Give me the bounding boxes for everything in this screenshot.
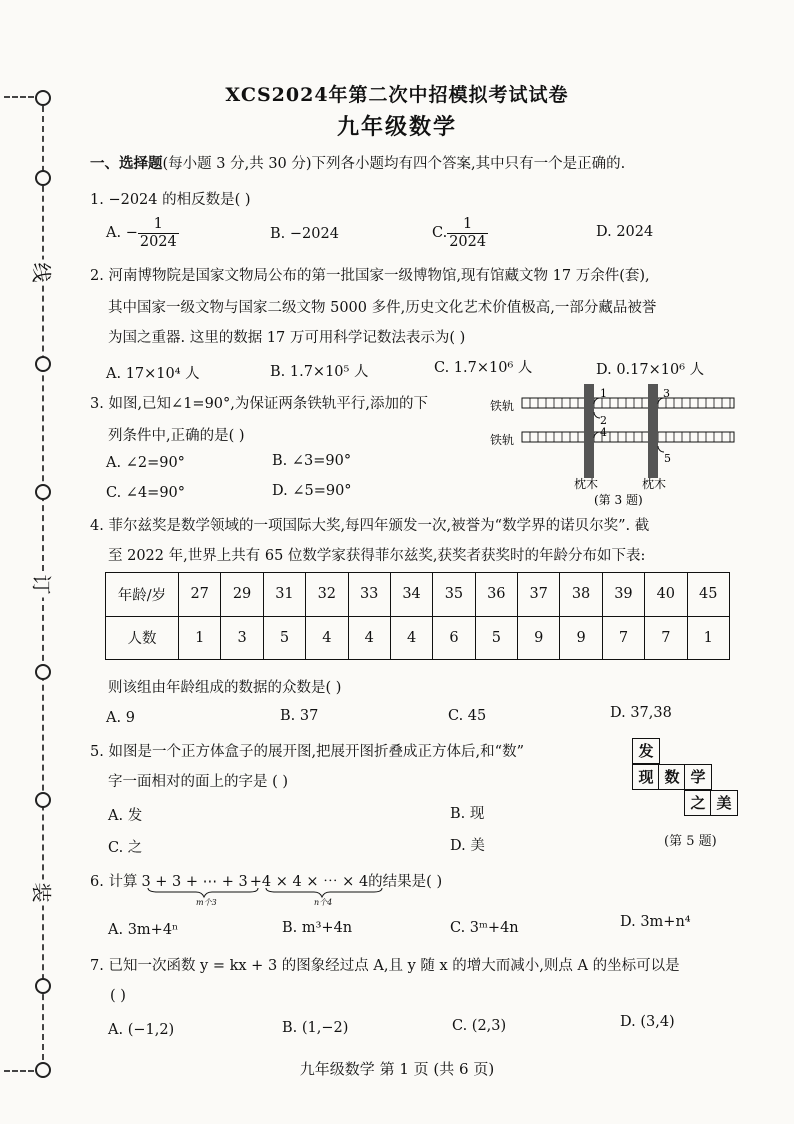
q1-option-c — [432, 216, 488, 250]
net-face-xian: 现 — [632, 764, 660, 790]
count-row-header: 人数 — [106, 616, 179, 660]
q7-option-d: D. (3,4) — [620, 1014, 675, 1030]
subject-title: 九年级数学 — [336, 114, 457, 140]
q2-option-d: D. 0.17×10⁶ 人 — [596, 362, 705, 378]
q5-line-2: 字一面相对的面上的字是 ( ) — [108, 774, 289, 790]
section-title: 一、选择题 — [90, 155, 163, 172]
count-cell: 6 — [433, 616, 475, 660]
angle-label-2: 2 — [600, 414, 607, 427]
q6-brace-label-n: n个4 — [314, 898, 333, 907]
rail-label-bottom: 铁轨 — [490, 433, 515, 447]
q1-option-b: B. −2024 — [270, 226, 339, 242]
q7-line-1: 7. 已知一次函数 y = kx + 3 的图象经过点 A,且 y 随 x 的增大而减小,则点 A 的坐标可以是 — [90, 958, 680, 974]
count-cell: 5 — [263, 616, 305, 660]
net-face-mei: 美 — [710, 790, 738, 816]
q6-brace-label-m: m个3 — [196, 898, 217, 907]
exam-title: XCS2024年第二次中招模拟考试试卷 — [225, 84, 569, 106]
q1-option-d: D. 2024 — [596, 224, 654, 240]
q1-stem: 1. −2024 的相反数是( ) — [90, 192, 251, 208]
age-cell: 37 — [518, 573, 560, 617]
count-cell: 4 — [348, 616, 390, 660]
q1-option-a — [106, 216, 179, 250]
rail-top — [522, 398, 734, 408]
net-face-fa: 发 — [632, 738, 660, 764]
q5-option-b: B. 现 — [450, 806, 485, 822]
q4-option-b: B. 37 — [280, 708, 319, 724]
q6-suffix: 的结果是( ) — [368, 874, 443, 890]
count-cell: 3 — [221, 616, 263, 660]
q4-question: 则该组由年龄组成的数据的众数是( ) — [108, 680, 342, 696]
q7-option-c: C. (2,3) — [452, 1018, 507, 1034]
q3-option-b: B. ∠3=90° — [272, 453, 352, 469]
count-cell: 4 — [390, 616, 432, 660]
q4-option-c: C. 45 — [448, 708, 487, 724]
age-cell: 40 — [645, 573, 687, 617]
age-cell: 38 — [560, 573, 602, 617]
q6-option-a: A. 3m+4ⁿ — [108, 922, 179, 938]
q2-option-b: B. 1.7×10⁵ 人 — [270, 364, 369, 380]
rail-label-top: 铁轨 — [490, 399, 515, 413]
q2-line-3: 为国之重器. 这里的数据 17 万可用科学记数法表示为( ) — [108, 330, 466, 346]
count-cell: 7 — [645, 616, 687, 660]
binding-hole-icon — [35, 792, 51, 808]
q3-option-a: A. ∠2=90° — [106, 455, 185, 471]
rail-bottom — [522, 432, 734, 442]
q3-option-c: C. ∠4=90° — [106, 485, 186, 501]
age-cell: 27 — [179, 573, 221, 617]
q5-option-c: C. 之 — [108, 840, 143, 856]
count-cell: 9 — [518, 616, 560, 660]
q7-option-a: A. (−1,2) — [108, 1022, 175, 1038]
q1-a-denominator: 2024 — [139, 233, 177, 250]
age-cell: 33 — [348, 573, 390, 617]
binding-hole-icon — [35, 356, 51, 372]
underbrace-sum — [148, 888, 258, 897]
q5-option-d: D. 美 — [450, 838, 485, 854]
sleeper-label-left: 枕木 — [574, 477, 599, 491]
q7-option-b: B. (1,−2) — [282, 1020, 349, 1036]
count-row — [106, 616, 730, 660]
q4-line-1: 4. 菲尔兹奖是数学领域的一项国际大奖,每四年颁发一次,被誉为“数学界的诺贝尔奖”. 截 — [90, 518, 650, 534]
binding-hole-icon — [35, 978, 51, 994]
q5-caption: (第 5 题) — [664, 834, 717, 849]
q1-a-numerator: 1 — [138, 216, 179, 234]
age-cell: 31 — [263, 573, 305, 617]
q1-c-numerator: 1 — [447, 216, 488, 234]
angle-label-4: 4 — [600, 426, 607, 439]
binding-char: 线 — [29, 260, 58, 286]
age-cell: 35 — [433, 573, 475, 617]
q6-option-d: D. 3m+n⁴ — [620, 914, 691, 930]
q7-line-2: ( ) — [110, 988, 126, 1004]
q6-expr-sum: 3 + 3 + ⋯ + 3 — [141, 874, 248, 890]
section-desc: (每小题 3 分,共 30 分)下列各小题均有四个答案,其中只有一个是正确的. — [162, 156, 626, 172]
binding-hole-icon — [35, 664, 51, 680]
q4-option-a: A. 9 — [106, 710, 135, 726]
q4-option-d: D. 37,38 — [610, 705, 672, 721]
net-face-xue: 学 — [684, 764, 712, 790]
sleeper-left — [584, 384, 594, 478]
q1-c-fraction — [447, 216, 488, 250]
q6-plus: + — [249, 874, 262, 890]
age-cell: 39 — [602, 573, 644, 617]
q1-a-fraction — [138, 216, 179, 250]
age-row-header: 年龄/岁 — [106, 573, 179, 617]
sleeper-label-right: 枕木 — [642, 477, 667, 491]
q6-prefix: 6. 计算 — [90, 874, 138, 890]
binding-hole-icon — [35, 170, 51, 186]
binding-hole-icon — [35, 484, 51, 500]
q2-line-2: 其中国家一级文物与国家二级文物 5000 多件,历史文化艺术价值极高,一部分藏品被誉 — [108, 300, 657, 316]
age-cell: 36 — [475, 573, 517, 617]
count-cell: 1 — [179, 616, 221, 660]
angle-label-5: 5 — [664, 452, 671, 465]
age-cell: 34 — [390, 573, 432, 617]
q5-option-a: A. 发 — [108, 808, 143, 824]
q1-c-label: C. — [432, 225, 448, 242]
count-cell: 4 — [306, 616, 348, 660]
q6-expr-product: 4 × 4 × ⋯ × 4 — [261, 874, 369, 890]
net-face-zhi: 之 — [684, 790, 712, 816]
q1-c-denominator: 2024 — [449, 233, 487, 250]
railway-figure — [488, 382, 738, 506]
count-cell: 5 — [475, 616, 517, 660]
q4-line-2: 至 2022 年,世界上共有 65 位数学家获得菲尔兹奖,获奖者获奖时的年龄分布如下表: — [108, 548, 646, 564]
count-cell: 7 — [602, 616, 644, 660]
q3-line-2: 列条件中,正确的是( ) — [108, 428, 245, 444]
binding-char: 装 — [29, 880, 58, 906]
q2-line-1: 2. 河南博物院是国家文物局公布的第一批国家一级博物馆,现有馆藏文物 17 万余件(套), — [90, 268, 650, 284]
q2-option-c: C. 1.7×10⁶ 人 — [434, 360, 533, 376]
q2-option-a: A. 17×10⁴ 人 — [106, 366, 200, 382]
q3-caption: (第 3 题) — [594, 493, 643, 506]
age-cell: 45 — [687, 573, 730, 617]
age-cell: 29 — [221, 573, 263, 617]
angle-label-1: 1 — [600, 387, 607, 400]
q1-a-label: A. − — [106, 225, 138, 242]
binding-char: 订 — [29, 572, 58, 598]
net-face-shu: 数 — [658, 764, 686, 790]
q3-line-1: 3. 如图,已知∠1=90°,为保证两条铁轨平行,添加的下 — [90, 396, 428, 412]
q5-line-1: 5. 如图是一个正方体盒子的展开图,把展开图折叠成正方体后,和“数” — [90, 744, 524, 760]
count-cell: 1 — [687, 616, 730, 660]
angle-label-3: 3 — [663, 387, 670, 400]
age-row — [106, 573, 730, 617]
age-cell: 32 — [306, 573, 348, 617]
count-cell: 9 — [560, 616, 602, 660]
age-distribution-table — [105, 572, 730, 660]
q6-underbraces — [146, 886, 396, 900]
section-heading — [90, 152, 625, 173]
sleeper-right — [648, 384, 658, 478]
q6-option-c: C. 3ᵐ+4n — [450, 920, 519, 936]
underbrace-product — [266, 888, 382, 897]
page-footer: 九年级数学 第 1 页 (共 6 页) — [299, 1060, 495, 1078]
q3-option-d: D. ∠5=90° — [272, 483, 352, 499]
q6-option-b: B. m³+4n — [282, 920, 353, 936]
